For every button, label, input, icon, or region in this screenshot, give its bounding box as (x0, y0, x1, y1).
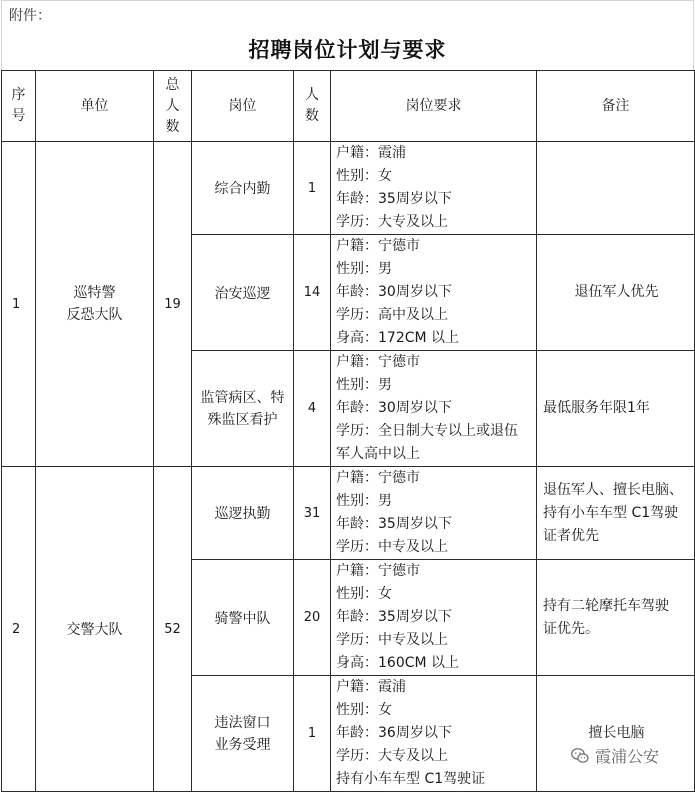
watermark-text: 霞浦公安 (595, 747, 660, 766)
post-count: 20 (294, 560, 331, 676)
post-note (537, 142, 695, 235)
post-note: 擅长电脑 (537, 676, 695, 792)
post-requirements (331, 351, 537, 467)
requirement-line: 学历：高中及以上 (336, 307, 448, 323)
requirement-line: 户籍：宁德市 (336, 238, 420, 254)
requirement-line: 户籍：宁德市 (336, 470, 420, 486)
post-name: 监管病区、特 殊监区看护 (192, 351, 294, 467)
header-row (2, 71, 695, 142)
group-total: 19 (154, 142, 192, 467)
requirement-line: 军人高中以上 (336, 446, 420, 462)
requirement-line: 户籍：宁德市 (336, 354, 420, 370)
header-seq: 序 号 (2, 71, 36, 142)
requirement-line: 学历：大专及以上 (336, 748, 448, 764)
header-unit: 单位 (36, 71, 154, 142)
post-name: 违法窗口 业务受理 (192, 676, 294, 792)
requirement-line: 性别：女 (336, 586, 392, 602)
post-requirements (331, 467, 537, 560)
post-note: 最低服务年限1年 (537, 351, 695, 467)
recruitment-table (1, 70, 695, 792)
requirement-line: 户籍：宁德市 (336, 563, 420, 579)
post-count: 1 (294, 142, 331, 235)
group-unit: 巡特警 反恐大队 (36, 142, 154, 467)
group-seq: 2 (2, 467, 36, 792)
post-note: 退伍军人、擅长电脑、 持有小车车型 C1驾驶 证者优先 (537, 467, 695, 560)
post-note: 持有二轮摩托车驾驶 证优先。 (537, 560, 695, 676)
header-count: 人 数 (294, 71, 331, 142)
requirement-line: 性别：男 (336, 261, 392, 277)
wechat-icon (570, 746, 590, 766)
post-count: 1 (294, 676, 331, 792)
requirement-line: 年龄：35周岁以下 (336, 609, 452, 625)
requirement-line: 学历：中专及以上 (336, 632, 448, 648)
header-requirements: 岗位要求 (331, 71, 537, 142)
table-row (2, 467, 695, 560)
requirement-line: 户籍：霞浦 (336, 145, 406, 161)
post-name: 巡逻执勤 (192, 467, 294, 560)
requirement-line: 性别：男 (336, 377, 392, 393)
post-requirements (331, 560, 537, 676)
post-count: 14 (294, 235, 331, 351)
header-post: 岗位 (192, 71, 294, 142)
requirement-line: 年龄：36周岁以下 (336, 725, 452, 741)
post-name: 骑警中队 (192, 560, 294, 676)
post-count: 4 (294, 351, 331, 467)
post-requirements (331, 142, 537, 235)
requirement-line: 年龄：30周岁以下 (336, 400, 452, 416)
requirement-line: 年龄：35周岁以下 (336, 516, 452, 532)
requirement-line: 持有小车车型 C1驾驶证 (336, 771, 486, 787)
post-note: 退伍军人优先 (537, 235, 695, 351)
requirement-line: 学历：中专及以上 (336, 539, 448, 555)
table-row (2, 142, 695, 235)
requirement-line: 性别：女 (336, 168, 392, 184)
requirement-line: 性别：女 (336, 702, 392, 718)
attachment-label: 附件： (9, 8, 51, 24)
page-title: 招聘岗位计划与要求 (248, 37, 447, 62)
group-unit: 交警大队 (36, 467, 154, 792)
group-seq: 1 (2, 142, 36, 467)
header-total: 总 人 数 (154, 71, 192, 142)
requirement-line: 户籍：霞浦 (336, 679, 406, 695)
requirement-line: 年龄：30周岁以下 (336, 284, 452, 300)
requirement-line: 学历：全日制大专以上或退伍 (336, 423, 518, 439)
post-name: 治安巡逻 (192, 235, 294, 351)
header-note: 备注 (537, 71, 695, 142)
post-count: 31 (294, 467, 331, 560)
group-total: 52 (154, 467, 192, 792)
requirement-line: 身高：160CM 以上 (336, 655, 460, 671)
post-name: 综合内勤 (192, 142, 294, 235)
post-requirements (331, 235, 537, 351)
post-requirements (331, 676, 537, 792)
watermark (570, 744, 659, 767)
requirement-line: 身高：172CM 以上 (336, 330, 460, 346)
requirement-line: 学历：大专及以上 (336, 214, 448, 230)
requirement-line: 年龄：35周岁以下 (336, 191, 452, 207)
requirement-line: 性别：男 (336, 493, 392, 509)
